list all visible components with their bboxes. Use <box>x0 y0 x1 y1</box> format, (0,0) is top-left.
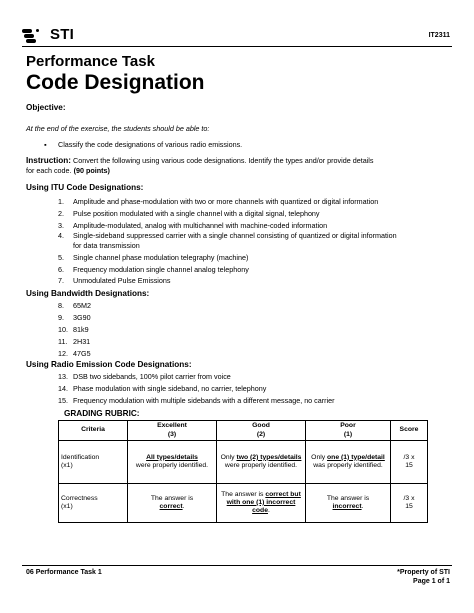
rubric-col-header: Poor (1) <box>306 421 391 441</box>
header-divider <box>22 46 452 47</box>
list-item: 13. DSB two sidebands, 100% pilot carrier from voice <box>58 372 231 381</box>
sti-logo-mark-icon <box>22 27 48 43</box>
page-subtitle: Performance Task <box>26 53 155 70</box>
list-item: 4. Single-sideband suppressed carrier with a single channel consisting of quantized or digital information <box>58 231 397 240</box>
rubric-good-cell: Only two (2) types/details were properly identified. <box>217 441 306 484</box>
instruction-block <box>26 156 450 176</box>
sti-logo <box>22 26 74 43</box>
rubric-heading: GRADING RUBRIC: <box>64 409 140 418</box>
footer-left: 06 Performance Task 1 <box>26 569 102 576</box>
rubric-good-cell: The answer is correct but with one (1) incorrect code. <box>217 484 306 523</box>
rubric-header-row <box>59 421 428 441</box>
radio-emission-section-heading: Using Radio Emission Code Designations: <box>26 360 192 369</box>
instruction-text-2: for each code. <box>26 165 74 175</box>
rubric-poor-cell: The answer is incorrect. <box>306 484 391 523</box>
rubric-row <box>59 484 428 523</box>
rubric-col-header: Good (2) <box>217 421 306 441</box>
list-item: 15. Frequency modulation with multiple sidebands with a different message, no carrier <box>58 396 335 405</box>
instruction-text: Convert the following using various code designations. Identify the types and/or provide details <box>73 156 374 165</box>
instruction-points: (90 points) <box>73 165 110 175</box>
rubric-col-header: Criteria <box>59 421 128 441</box>
itu-section-heading: Using ITU Code Designations: <box>26 183 144 192</box>
objective-intro: At the end of the exercise, the students should be able to: <box>26 124 210 133</box>
grading-rubric-table <box>58 420 428 523</box>
rubric-col-header: Score <box>391 421 428 441</box>
list-item: 5. Single channel phase modulation telegraphy (machine) <box>58 253 249 262</box>
list-item-continuation: for data transmission <box>73 241 140 250</box>
list-item: 8. 65M2 <box>58 301 91 310</box>
rubric-poor-cell: Only one (1) type/detail was properly identified. <box>306 441 391 484</box>
bullet-icon: ▪ <box>44 140 47 149</box>
rubric-criteria-cell: Correctness (x1) <box>59 484 128 523</box>
list-item: 2. Pulse position modulated with a single channel with a digital signal, telephony <box>58 209 320 218</box>
list-item: 12. 47G5 <box>58 349 91 358</box>
rubric-excellent-cell: The answer is correct. <box>128 484 217 523</box>
logo-text: STI <box>50 26 74 43</box>
list-item: 14. Phase modulation with single sideband, no carrier, telephony <box>58 384 267 393</box>
rubric-col-header: Excellent (3) <box>128 421 217 441</box>
list-item: 6. Frequency modulation single channel analog telephony <box>58 265 249 274</box>
footer-property: *Property of STI <box>397 569 450 576</box>
list-item: 10. 81k9 <box>58 325 89 334</box>
footer-divider <box>22 565 452 566</box>
rubric-criteria-cell: Identification (x1) <box>59 441 128 484</box>
bandwidth-section-heading: Using Bandwidth Designations: <box>26 289 150 298</box>
rubric-score-cell: /3 x 15 <box>391 484 428 523</box>
footer-page-number: Page 1 of 1 <box>413 578 450 585</box>
instruction-label: Instruction: <box>26 156 72 165</box>
objective-bullet: ▪ Classify the code designations of various radio emissions. <box>44 140 243 149</box>
page-title: Code Designation <box>26 71 205 94</box>
list-item: 11. 2H31 <box>58 337 91 346</box>
document-code: IT2311 <box>428 32 450 39</box>
objective-heading: Objective: <box>26 103 66 112</box>
list-item: 1. Amplitude and phase-modulation with two or more channels with quantized or digital information <box>58 197 379 206</box>
list-item: 7. Unmodulated Pulse Emissions <box>58 276 171 285</box>
rubric-excellent-cell: All types/details were properly identified. <box>128 441 217 484</box>
rubric-row <box>59 441 428 484</box>
list-item: 9. 3G90 <box>58 313 91 322</box>
rubric-score-cell: /3 x 15 <box>391 441 428 484</box>
list-item: 3. Amplitude-modulated, analog with multichannel with machine-coded information <box>58 221 328 230</box>
